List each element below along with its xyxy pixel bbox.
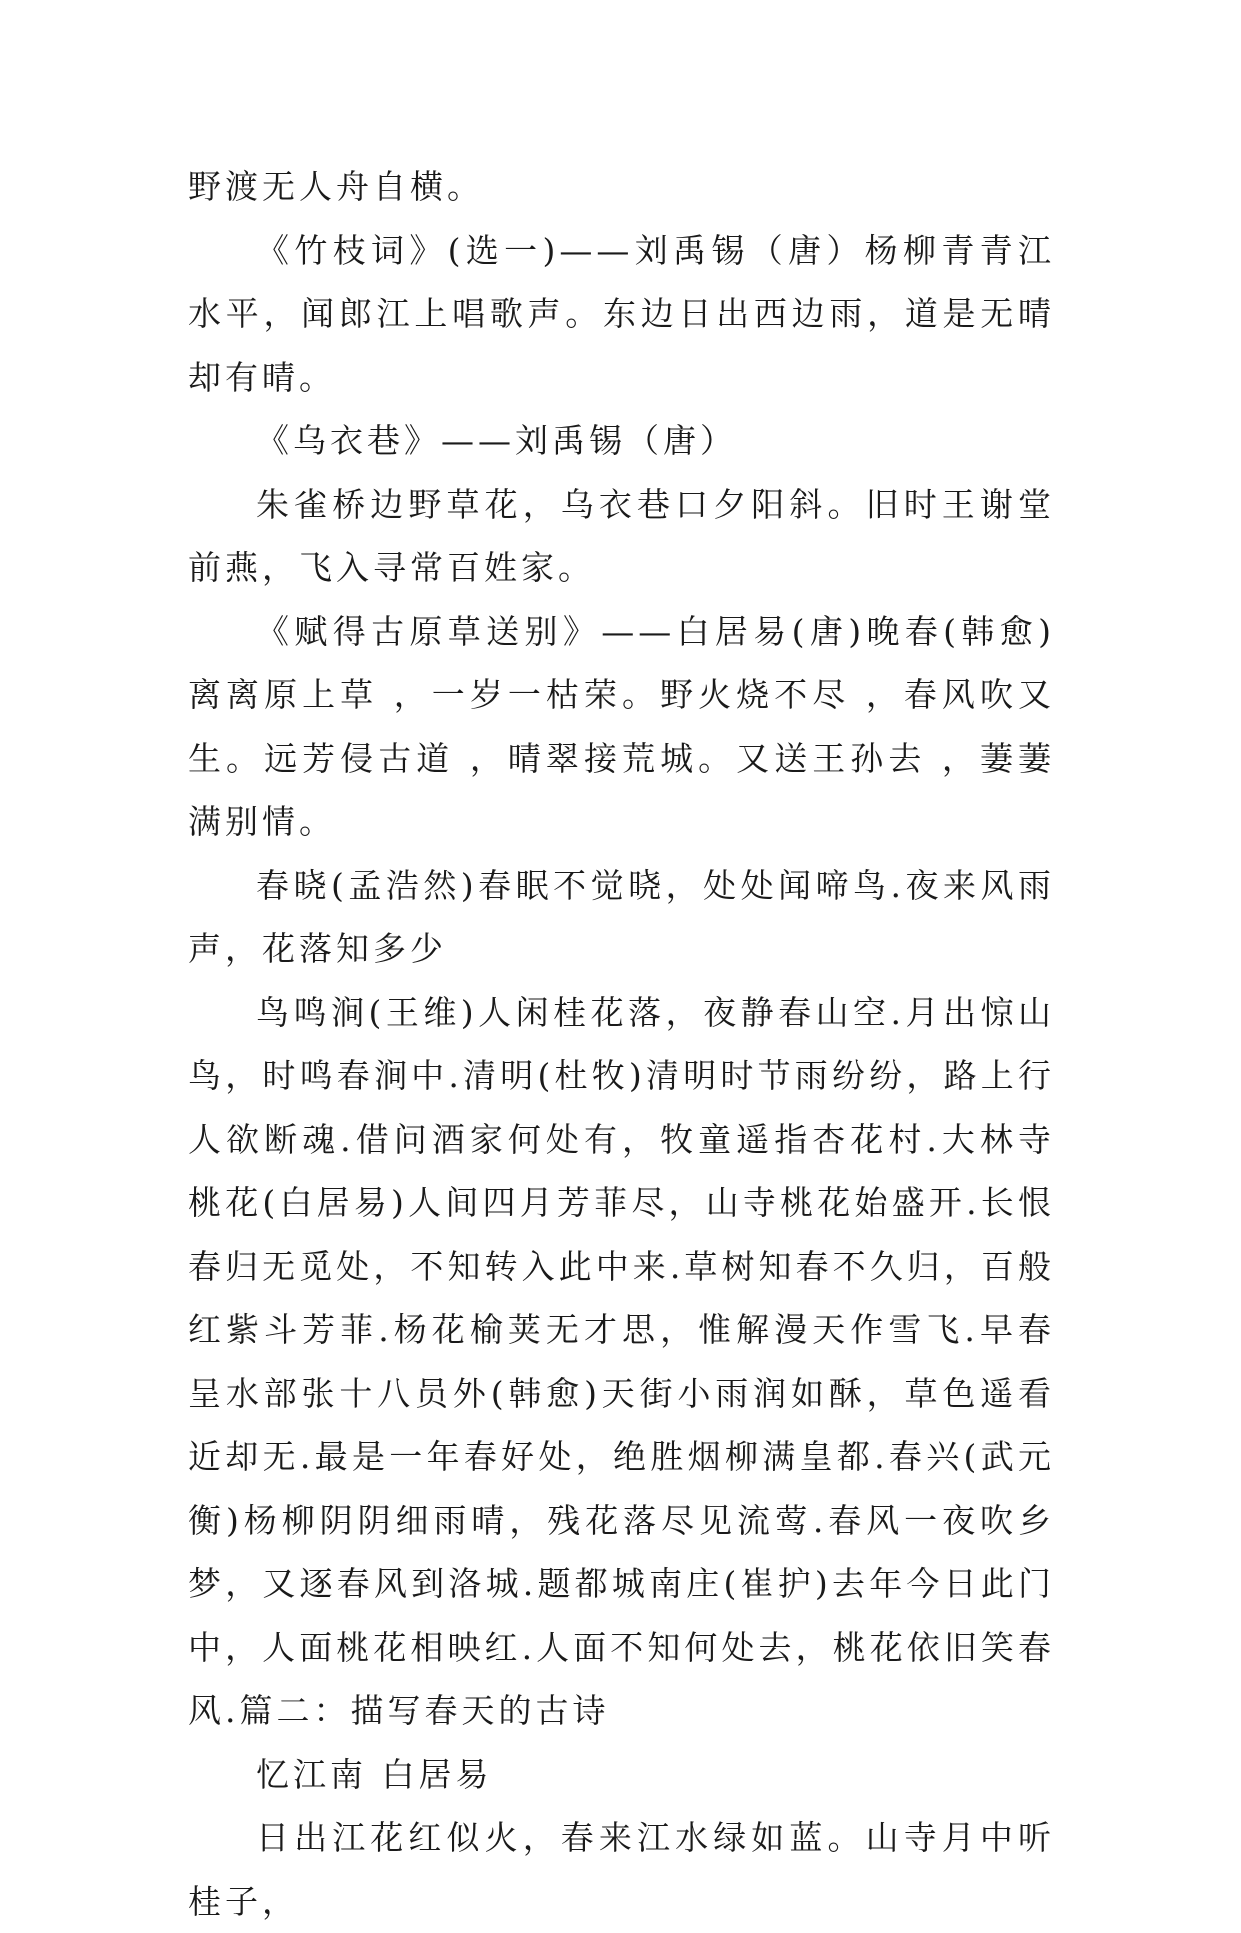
paragraph-yijiangnan-title: 忆江南 白居易 (256, 1754, 493, 1794)
paragraph-niaomingjian: 鸟鸣涧(王维)人闲桂花落，夜静春山空.月出惊山鸟，时鸣春涧中.清明(杜牧)清明时节雨纷纷，路上行人欲断魂.借问酒家何处有，牧童遥指杏花村.大林寺桃花(白居易)人间四月芳菲尽，山寺桃花始盛开.长恨春归无觅处，不知转入此中来.草树知春不久归，百般红紫斗芳菲.杨花榆荚无才思，惟解漫天作雪飞.早春呈水部张十八员外(韩愈)天街小雨润如酥，草色遥看近却无.最是一年春好处，绝胜烟柳满皇都.春兴(武元衡)杨柳阴阴细雨晴，残花落尽见流莺.春风一夜吹乡梦，又逐春风到洛城.题都城南庄(崔护)去年今日此门中，人面桃花相映红.人面不知何处去，桃花依旧笑春风.篇二：描写春天的古诗 (188, 992, 1055, 1730)
paragraph-yijiangnan-poem: 日出江花红似火，春来江水绿如蓝。山寺月中听桂子， (188, 1818, 1055, 1921)
paragraph-wuyixiang-title: 《乌衣巷》——刘禹锡（唐） (256, 421, 737, 460)
paragraph-wuyixiang-poem: 朱雀桥边野草花，乌衣巷口夕阳斜。旧时王谢堂前燕，飞入寻常百姓家。 (188, 484, 1055, 587)
paragraph-zhuzhici: 《竹枝词》(选一)——刘禹锡（唐）杨柳青青江水平，闻郎江上唱歌声。东边日出西边雨，道是无晴却有晴。 (188, 230, 1055, 397)
paragraph-chunxiao: 春晓(孟浩然)春眠不觉晓，处处闻啼鸟.夜来风雨声，花落知多少 (188, 865, 1055, 968)
paragraph-continuation: 野渡无人舟自横。 (188, 167, 484, 206)
document-body (188, 155, 1055, 1933)
paragraph-fudeguyuancao: 《赋得古原草送别》——白居易(唐)晚春(韩愈)离离原上草 ，一岁一枯荣。野火烧不尽 ，春风吹又生。远芳侵古道 ，晴翠接荒城。又送王孙去 ，萋萋满别情。 (188, 611, 1055, 841)
